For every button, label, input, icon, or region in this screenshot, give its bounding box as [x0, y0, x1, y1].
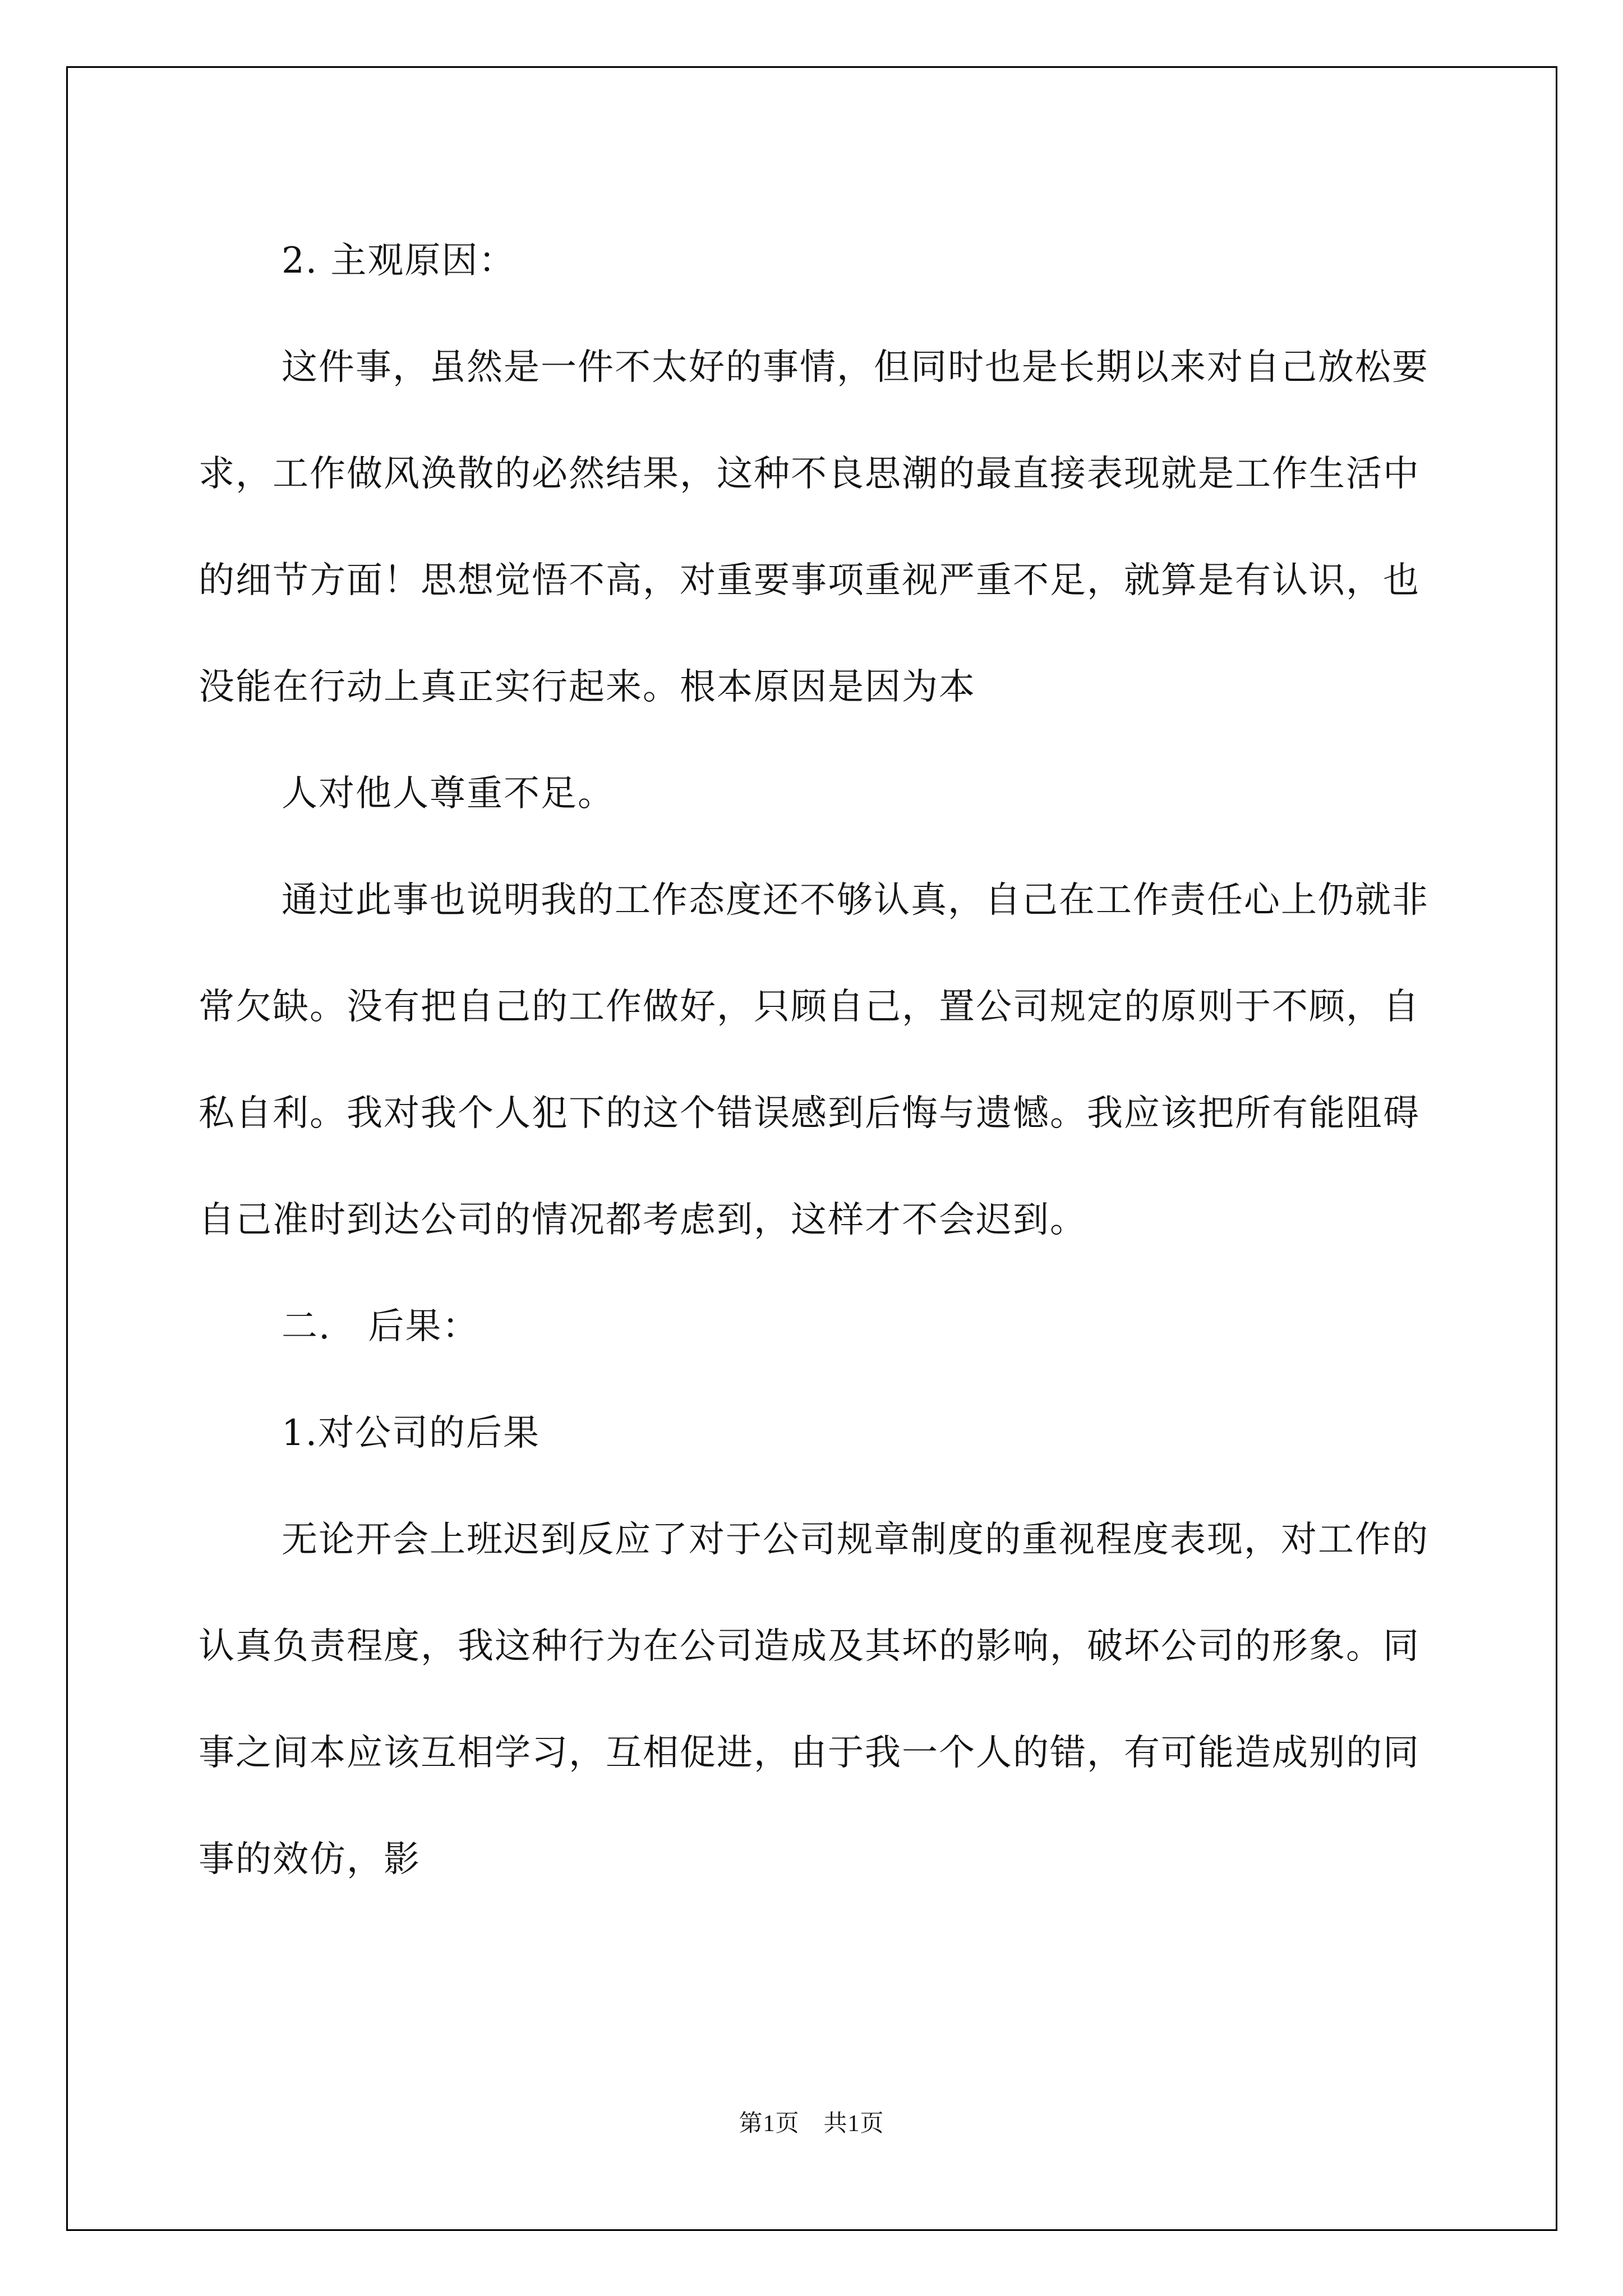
paragraph-company-consequence-heading: 1.对公司的后果: [282, 1412, 541, 1454]
paragraph-reflection: 这件事，虽然是一件不太好的事情，但同时也是长期以来对自己放松要求，工作做风涣散的必然结果，这种不良思潮的最直接表现就是工作生活中的细节方面！思想觉悟不高，对重要事项重视严重不足，就算是有认识，也没能在行动上真正实行起来。根本原因是因为本: [199, 347, 1429, 708]
paragraph-subjective-heading: 2. 主观原因：: [282, 240, 516, 282]
paragraph-company-consequence: 无论开会上班迟到反应了对于公司规章制度的重视程度表现，对工作的认真负责程度，我这种行为在公司造成及其坏的影响，破坏公司的形象。同事之间本应该互相学习，互相促进，由于我一个人的错，有可能造成别的同事的效仿，影: [199, 1519, 1429, 1880]
document-body: [199, 208, 1437, 1913]
paragraph-consequences-heading: 二. 后果：: [282, 1306, 479, 1347]
page-footer: 第1页 共1页: [739, 2111, 884, 2137]
paragraph-attitude: 通过此事也说明我的工作态度还不够认真，自己在工作责任心上仍就非常欠缺。没有把自己的工作做好，只顾自己，置公司规定的原则于不顾，自私自利。我对我个人犯下的这个错误感到后悔与遗憾。我应该把所有能阻碍自己准时到达公司的情况都考虑到，这样才不会迟到。: [199, 880, 1429, 1241]
paragraph-root-cause: 人对他人尊重不足。: [282, 773, 615, 815]
